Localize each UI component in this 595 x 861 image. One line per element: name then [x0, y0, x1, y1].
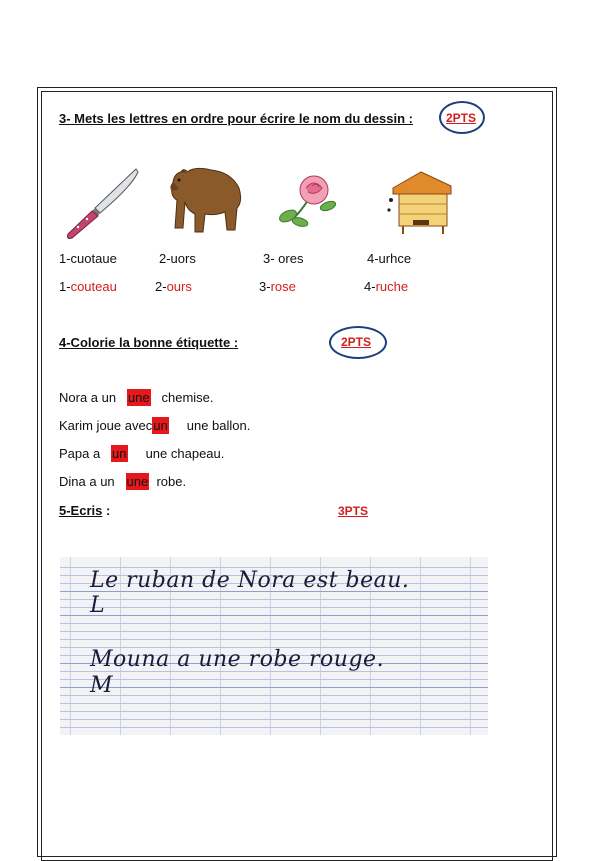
answer-1: 1-couteau	[59, 279, 117, 294]
model-sentence-1: Le ruban de Nora est beau.	[90, 568, 410, 593]
exercise3-title: 3- Mets les lettres en ordre pour écrire le nom du dessin :	[59, 111, 413, 126]
sentence-3: Papa a un une chapeau.	[59, 446, 225, 461]
scrambled-word-3: 3- ores	[263, 251, 304, 266]
highlighted-choice: un	[153, 418, 168, 433]
scrambled-word-2: 2-uors	[159, 251, 196, 266]
highlighted-choice: un	[112, 446, 127, 461]
sentence-4: Dina a un une robe.	[59, 474, 187, 489]
exercise5-points: 3PTS	[338, 504, 369, 518]
start-letter-1: L	[90, 593, 106, 618]
answer-3: 3-rose	[259, 279, 296, 294]
exercise4-points: 2PTS	[341, 335, 372, 349]
model-sentence-2: Mouna a une robe rouge.	[90, 647, 385, 672]
highlighted-choice: une	[126, 474, 149, 489]
sentence-1: Nora a un une chemise.	[59, 390, 214, 405]
exercise5-title: 5-Ecris :	[59, 503, 111, 518]
rose-icon	[272, 170, 342, 232]
bear-icon	[165, 162, 245, 238]
scrambled-word-4: 4-urhce	[367, 251, 412, 266]
highlighted-choice: une	[127, 390, 150, 405]
scrambled-word-1: 1-cuotaue	[59, 251, 117, 266]
knife-icon	[62, 166, 142, 242]
exercise3-points: 2PTS	[446, 111, 477, 125]
sentence-2: Karim joue avecun une ballon.	[59, 418, 251, 433]
start-letter-2: M	[90, 673, 114, 698]
answer-4: 4-ruche	[364, 279, 409, 294]
handwriting-notebook	[60, 557, 488, 735]
exercise4-title: 4-Colorie la bonne étiquette :	[59, 335, 239, 350]
beehive-icon	[385, 170, 457, 236]
answer-2: 2-ours	[155, 279, 192, 294]
